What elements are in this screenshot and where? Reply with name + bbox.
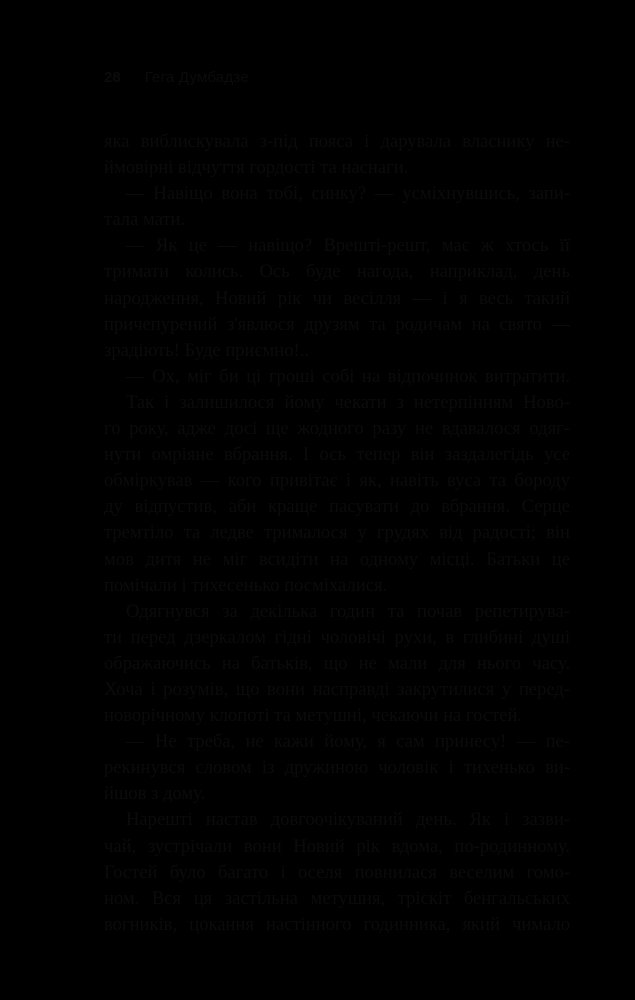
text-line: — Ох, міг би ці гроші собі на відпочинок витратити. bbox=[126, 365, 570, 387]
text-line: ображаючись на батьків, що не мали для нього часу. bbox=[104, 652, 570, 674]
text-line: обміркував — кого привітає і як, навіть вуса та бороду bbox=[104, 470, 570, 492]
text-line: йшов з дому. bbox=[104, 783, 206, 805]
body-text bbox=[104, 129, 570, 938]
text-line: Одягнувся за декілька годин та почав репетирува- bbox=[126, 600, 570, 622]
text-line: причепурений з'явлюся друзям та родичам на свято — bbox=[104, 313, 570, 335]
text-line: зрадіють! Буде приємно!.. bbox=[104, 339, 309, 361]
text-line: нути омріяне вбрання. І ось тепер він заздалегідь усе bbox=[104, 444, 570, 466]
text-line: вогників, цокання настінного годинника, який чимало bbox=[104, 913, 570, 935]
text-line: чай, зустрічали вони Новий рік вдома, по-родинному. bbox=[104, 835, 570, 857]
text-line: ти перед дзеркалом гідні чоловічі рухи, в глибині душі bbox=[104, 626, 570, 648]
text-line: — Як це — навіщо? Врешті-решт, має ж хтось її bbox=[126, 235, 570, 257]
text-line: — Навіщо вона тобі, синку? — усміхнувшись, запи- bbox=[126, 183, 570, 205]
text-line: Гостей було багато і оселя повнилася веселим гомо- bbox=[104, 861, 570, 883]
text-line: тремтіло та ледве трималося у грудях від радості; він bbox=[104, 522, 570, 544]
text-line: ймовірні відчуття гордості та наснаги. bbox=[104, 157, 409, 179]
text-line: рекинувся словом із дружиною чоловік і тихенько ви- bbox=[104, 757, 570, 779]
text-line: Так і залишилося йому чекати з нетерпінням Ново- bbox=[126, 391, 570, 413]
text-line: народження, Новий рік чи весілля — і я весь такий bbox=[104, 287, 570, 309]
page-number: 28 bbox=[104, 69, 121, 86]
text-line: го року, адже досі ще жодного разу не вдавалося одяг- bbox=[104, 418, 570, 440]
text-line: тала мати. bbox=[104, 209, 186, 231]
text-line: новорічному клопоті та метушні, чекаючи на гостей. bbox=[104, 705, 523, 727]
text-line: помічали і тихесенько посміхалися. bbox=[104, 574, 388, 596]
page-header bbox=[104, 69, 249, 89]
text-line: мов дитя не міг всидіти на одному місці. Батьки це bbox=[104, 548, 570, 570]
text-line: тримати колись. Ось буде нагода, наприклад, день bbox=[104, 261, 570, 283]
text-line: Нарешті настав довгоочікуваний день. Як і зазви- bbox=[126, 809, 570, 831]
running-head-author: Гега Думбадзе bbox=[144, 69, 249, 86]
text-line: Хоча і розумів, що вони насправді закрутилися у перед- bbox=[104, 678, 570, 700]
text-line: — Не треба, не кажи йому, я сам принесу! — пе- bbox=[126, 731, 570, 753]
text-line: ду відпустив, аби краще пасувати до вбрання. Серце bbox=[104, 496, 570, 518]
text-line: ном. Вся ця застільна метушня, тріскіт бенгальських bbox=[104, 887, 570, 909]
text-line: яка виблискувала з-під пояса і дарувала власнику не- bbox=[104, 131, 570, 152]
